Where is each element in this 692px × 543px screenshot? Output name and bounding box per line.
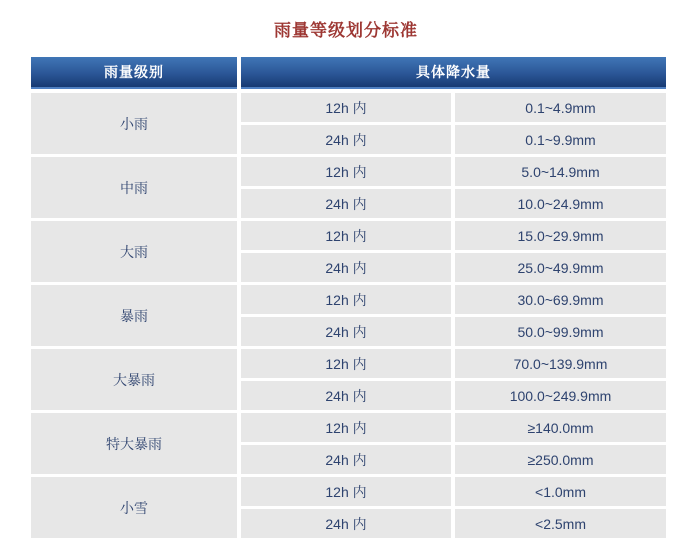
duration-cell: 12h 内 (241, 285, 451, 314)
duration-cell: 12h 内 (241, 477, 451, 506)
value-cell: 50.0~99.9mm (455, 317, 666, 346)
table-row (241, 189, 666, 218)
subrows (241, 93, 666, 154)
table-row-group-moderate-rain (31, 157, 666, 218)
table-row (241, 285, 666, 314)
level-cell: 暴雨 (31, 285, 237, 346)
value-cell: 70.0~139.9mm (455, 349, 666, 378)
level-cell: 大雨 (31, 221, 237, 282)
header-precipitation: 具体降水量 (241, 57, 666, 89)
table-row (241, 413, 666, 442)
table-row (241, 221, 666, 250)
subrows (241, 157, 666, 218)
value-cell: 30.0~69.9mm (455, 285, 666, 314)
table-row (241, 509, 666, 538)
duration-cell: 24h 内 (241, 509, 451, 538)
duration-cell: 12h 内 (241, 93, 451, 122)
table-row-group-extreme-rainstorm (31, 413, 666, 474)
table-header-row (31, 57, 666, 89)
duration-cell: 24h 内 (241, 381, 451, 410)
table-row (241, 93, 666, 122)
duration-cell: 24h 内 (241, 445, 451, 474)
subrows (241, 349, 666, 410)
duration-cell: 12h 内 (241, 349, 451, 378)
table-row-group-light-rain (31, 93, 666, 154)
value-cell: 15.0~29.9mm (455, 221, 666, 250)
value-cell: 10.0~24.9mm (455, 189, 666, 218)
table-row-group-heavy-rain (31, 221, 666, 282)
value-cell: 0.1~4.9mm (455, 93, 666, 122)
table-row (241, 349, 666, 378)
level-cell: 小雨 (31, 93, 237, 154)
duration-cell: 12h 内 (241, 221, 451, 250)
table-row-group-light-snow (31, 477, 666, 538)
subrows (241, 477, 666, 538)
value-cell: <1.0mm (455, 477, 666, 506)
duration-cell: 24h 内 (241, 125, 451, 154)
value-cell: ≥250.0mm (455, 445, 666, 474)
table-row-group-rainstorm (31, 285, 666, 346)
value-cell: 5.0~14.9mm (455, 157, 666, 186)
value-cell: 0.1~9.9mm (455, 125, 666, 154)
table-row (241, 253, 666, 282)
subrows (241, 413, 666, 474)
duration-cell: 24h 内 (241, 317, 451, 346)
duration-cell: 24h 内 (241, 189, 451, 218)
value-cell: 100.0~249.9mm (455, 381, 666, 410)
table-row (241, 381, 666, 410)
subrows (241, 221, 666, 282)
table-row (241, 445, 666, 474)
rainfall-table (31, 57, 666, 538)
value-cell: 25.0~49.9mm (455, 253, 666, 282)
table-body (31, 93, 666, 538)
table-row (241, 317, 666, 346)
level-cell: 小雪 (31, 477, 237, 538)
duration-cell: 12h 内 (241, 157, 451, 186)
table-row-group-heavy-rainstorm (31, 349, 666, 410)
table-row (241, 125, 666, 154)
level-cell: 特大暴雨 (31, 413, 237, 474)
value-cell: ≥140.0mm (455, 413, 666, 442)
duration-cell: 24h 内 (241, 253, 451, 282)
level-cell: 中雨 (31, 157, 237, 218)
subrows (241, 285, 666, 346)
table-row (241, 157, 666, 186)
value-cell: <2.5mm (455, 509, 666, 538)
page-title: 雨量等级划分标准 (274, 21, 418, 40)
duration-cell: 12h 内 (241, 413, 451, 442)
header-rain-level: 雨量级别 (31, 57, 237, 89)
table-row (241, 477, 666, 506)
level-cell: 大暴雨 (31, 349, 237, 410)
